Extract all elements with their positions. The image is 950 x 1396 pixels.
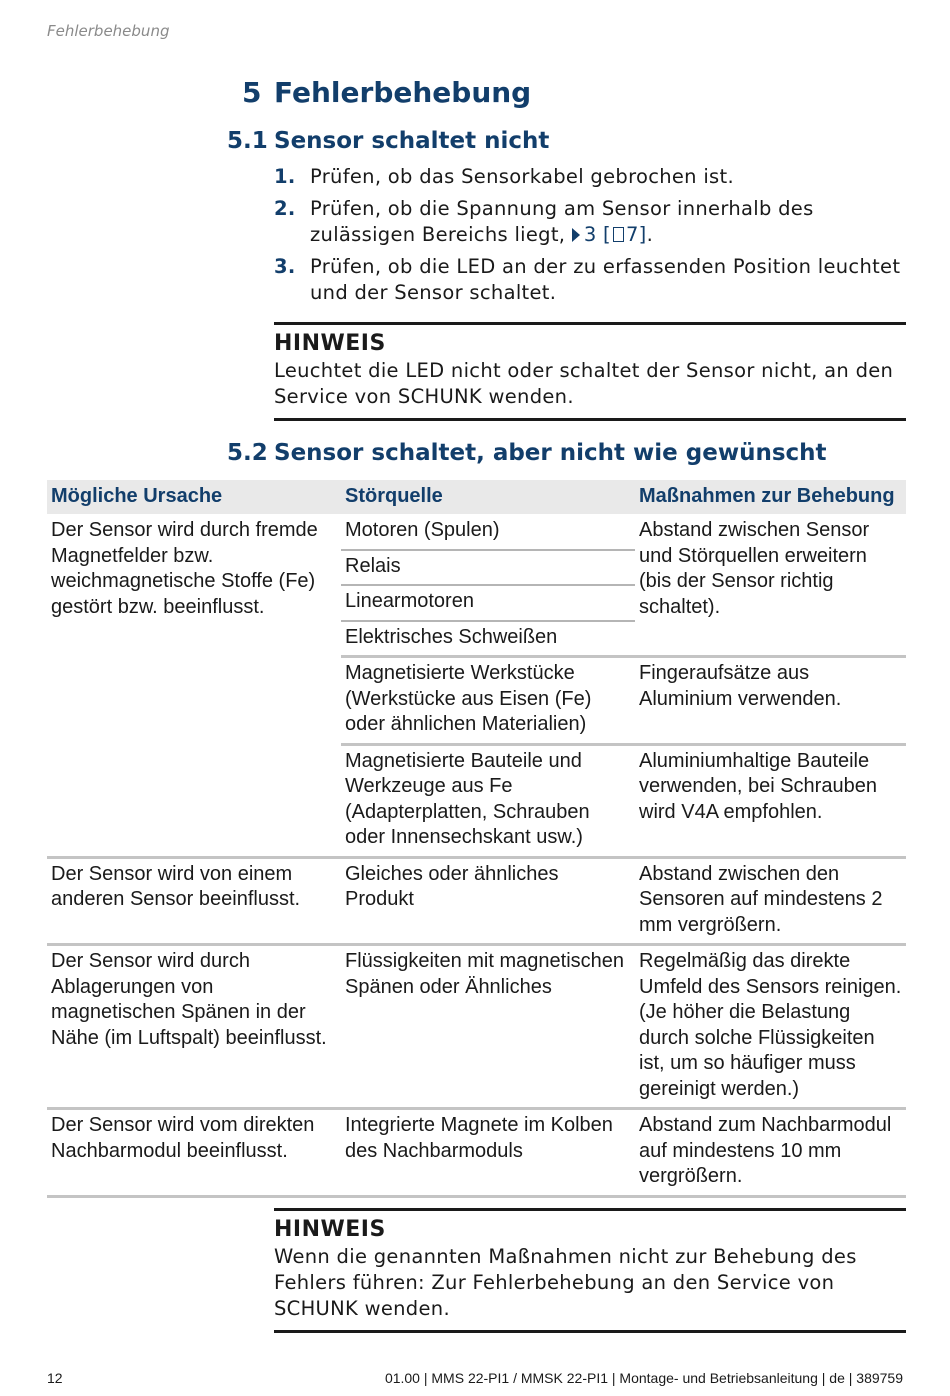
table-row [47,514,906,550]
notice-box [274,322,906,421]
cause-cell: Der Sensor wird vom direkten Nachbarmodul beeinflusst. [47,1109,341,1197]
measure-cell: Regelmäßig das direkte Umfeld des Sensors reinigen. (Je höher die Belastung durch solche Flüssigkeiten ist, um so häufiger muss gereinigt werden.) [635,945,906,1109]
source-cell: Magnetisierte Werkstücke (Werkstücke aus Eisen (Fe) oder ähnlichen Materialien) [341,657,635,745]
measure-cell: Abstand zwischen Sensor und Störquellen erweitern (bis der Sensor richtig schaltet). [635,514,906,657]
section-heading-5-1 [227,128,549,154]
section-heading-5-2 [227,440,827,466]
chapter-title: Fehlerbehebung [274,76,532,109]
step-item [274,164,906,190]
document-info: 01.00 | MMS 22-PI1 / MMSK 22-PI1 | Montage- und Betriebsanleitung | de | 389759 [384,1370,903,1386]
step-text: Prüfen, ob die LED an der zu erfassenden Position leuchtet und der Sensor schaltet. [310,255,901,304]
step-item [274,254,906,306]
table-row [47,1109,906,1197]
table-row [47,857,906,945]
xref-chapter: 3 [583,223,597,246]
table-header-row [47,480,906,514]
source-cell: Magnetisierte Bauteile und Werkzeuge aus Fe (Adapterplatten, Schrauben oder Innensechskant usw.) [345,749,590,848]
chapter-heading [226,76,906,109]
notice-box [274,1208,906,1333]
step-number: 1. [274,165,296,188]
notice-text: Wenn die genannten Maßnahmen nicht zur Behebung des Fehlers führen: Zur Fehlerbehebung an den Service von SCHUNK wenden. [274,1245,857,1320]
measure-cell: Fingeraufsätze aus Aluminium verwenden. [635,657,906,745]
step-text: Prüfen, ob das Sensorkabel gebrochen ist. [310,165,734,188]
measure-cell: Abstand zum Nachbarmodul auf mindestens 10 mm vergrößern. [635,1109,906,1197]
step-number: 2. [274,197,296,220]
source-cell: Relais [341,550,635,586]
source-cell: Integrierte Magnete im Kolben des Nachbarmoduls [341,1109,635,1197]
page-number: 12 [47,1370,63,1386]
source-cell: Flüssigkeiten mit magnetischen Spänen oder Ähnliches [341,945,635,1109]
header-measure: Maßnahmen zur Behebung [635,480,906,514]
source-cell: Motoren (Spulen) [341,514,635,550]
table-row [47,945,906,1109]
notice-title: HINWEIS [274,1217,386,1242]
cause-cell: Der Sensor wird durch Ablagerungen von magnetischen Spänen in der Nähe (im Luftspalt) beeinflusst. [47,945,341,1109]
notice-text: Leuchtet die LED nicht oder schaltet der Sensor nicht, an den Service von SCHUNK wenden. [274,359,894,408]
header-source: Störquelle [341,480,635,514]
running-header: Fehlerbehebung [47,22,170,40]
step-number: 3. [274,255,296,278]
source-cell: Linearmotoren [341,585,635,621]
step-text-end: . [646,223,654,246]
section-number: 5.2 [227,440,268,466]
source-cell: Elektrisches Schweißen [341,621,635,657]
xref-page: 7 [625,223,639,246]
notice-title: HINWEIS [274,331,386,356]
measure-cell: Abstand zwischen den Sensoren auf mindestens 2 mm vergrößern. [635,857,906,945]
section-title: Sensor schaltet nicht [274,128,550,154]
section-number: 5.1 [227,128,268,154]
step-list [274,164,906,312]
header-cause: Mögliche Ursache [47,480,341,514]
step-text: Prüfen, ob die Spannung am Sensor innerhalb des zulässigen Bereichs liegt, [310,197,814,246]
cause-cell: Der Sensor wird durch fremde Magnetfelder bzw. weichmagnetische Stoffe (Fe) gestört bzw. beeinflusst. [51,519,318,618]
troubleshooting-table [47,480,906,1198]
chapter-number: 5 [242,76,262,109]
section-title: Sensor schaltet, aber nicht wie gewünscht [274,440,827,466]
step-item [274,196,906,248]
page-icon [613,227,624,242]
source-cell: Gleiches oder ähnliches Produkt [341,857,635,945]
measure-cell: Aluminiumhaltige Bauteile verwenden, bei Schrauben wird V4A empfohlen. [639,749,877,823]
arrow-right-icon [572,228,580,242]
cause-cell: Der Sensor wird von einem anderen Sensor beeinflusst. [47,857,341,945]
cross-reference-link[interactable]: 3 [ 7] [572,223,647,246]
